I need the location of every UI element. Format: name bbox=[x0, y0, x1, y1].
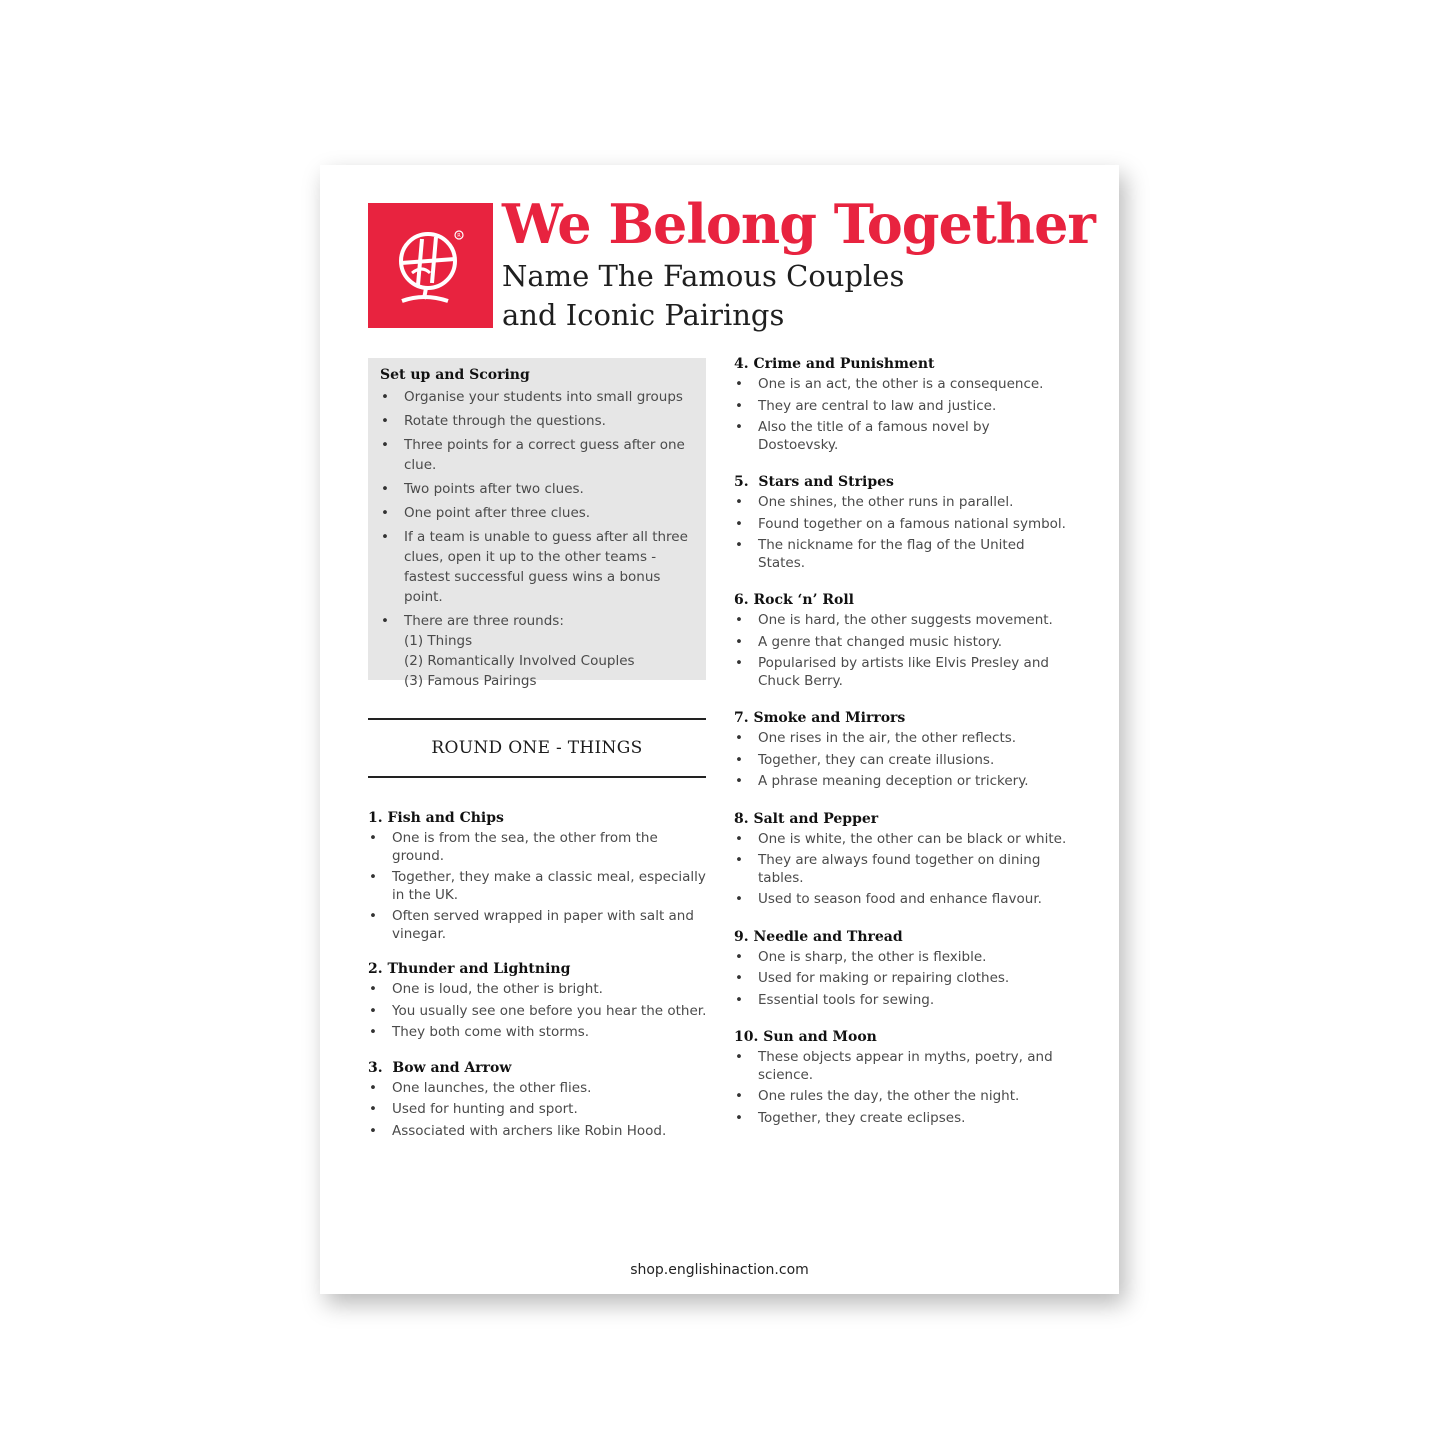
clue-item bbox=[734, 419, 1074, 454]
question-title: 3. Bow and Arrow bbox=[368, 1059, 512, 1076]
clue-item bbox=[734, 612, 1074, 630]
question-block bbox=[734, 927, 1074, 1010]
bullet-icon: • bbox=[381, 481, 389, 497]
round-item: (1) Things bbox=[404, 633, 473, 649]
question-block bbox=[734, 472, 1074, 572]
bullet-icon: • bbox=[735, 970, 743, 986]
bullet-icon: • bbox=[735, 537, 743, 553]
bullet-icon: • bbox=[735, 852, 743, 868]
clue-text: Together, they make a classic meal, especially in the UK. bbox=[392, 869, 706, 903]
clue-text: The nickname for the flag of the United States. bbox=[758, 537, 1025, 571]
bullet-icon: • bbox=[735, 1088, 743, 1104]
clue-text: One is white, the other can be black or white. bbox=[758, 830, 1067, 847]
bullet-icon: • bbox=[735, 891, 743, 907]
clue-item bbox=[734, 1088, 1074, 1106]
bullet-icon: • bbox=[735, 633, 743, 650]
round-item: (2) Romantically Involved Couples bbox=[404, 653, 635, 669]
question-block bbox=[734, 354, 1074, 454]
setup-item-text: One point after three clues. bbox=[404, 505, 591, 521]
bullet-icon: • bbox=[735, 376, 743, 392]
setup-scoring-box bbox=[368, 358, 706, 689]
clue-text: You usually see one before you hear the other. bbox=[392, 1002, 707, 1019]
clue-text: One rules the day, the other the night. bbox=[758, 1088, 1020, 1104]
round-bottom-rule bbox=[368, 776, 706, 778]
clue-item bbox=[734, 634, 1074, 652]
clue-text: One is hard, the other suggests movement. bbox=[758, 612, 1053, 628]
bullet-icon: • bbox=[735, 612, 743, 628]
bullet-icon: • bbox=[735, 991, 743, 1008]
setup-item bbox=[380, 611, 696, 691]
question-title: 4. Crime and Punishment bbox=[734, 356, 935, 372]
bullet-icon: • bbox=[369, 908, 377, 924]
question-title: 1. Fish and Chips bbox=[368, 810, 504, 826]
clue-list bbox=[734, 831, 1074, 909]
question-title: 2. Thunder and Lightning bbox=[368, 961, 571, 977]
clue-item bbox=[734, 376, 1074, 394]
clue-item bbox=[368, 1101, 708, 1119]
bullet-icon: • bbox=[369, 869, 377, 885]
clue-item bbox=[368, 1003, 708, 1021]
question-block bbox=[368, 808, 708, 943]
setup-item-text: Organise your students into small groups bbox=[404, 389, 683, 405]
clue-item bbox=[734, 494, 1074, 512]
setup-item bbox=[380, 387, 696, 407]
footer-url[interactable]: shop.englishinaction.com bbox=[630, 1262, 809, 1278]
setup-item bbox=[380, 503, 696, 523]
clue-text: Used for hunting and sport. bbox=[392, 1101, 578, 1117]
bullet-icon: • bbox=[369, 830, 377, 846]
round-title: ROUND ONE - THINGS bbox=[431, 738, 643, 758]
round-item: (3) Famous Pairings bbox=[404, 673, 537, 689]
clue-list bbox=[368, 981, 708, 1042]
clue-item bbox=[734, 831, 1074, 849]
clue-text: Associated with archers like Robin Hood. bbox=[392, 1122, 667, 1139]
worksheet-subtitle bbox=[502, 257, 904, 335]
clue-text: Together, they can create illusions. bbox=[758, 751, 995, 768]
question-block bbox=[368, 1058, 708, 1141]
clue-item bbox=[734, 1110, 1074, 1128]
clue-text: They are central to law and justice. bbox=[758, 397, 997, 414]
bullet-icon: • bbox=[369, 1101, 377, 1117]
clue-item bbox=[734, 773, 1074, 791]
clue-item bbox=[734, 949, 1074, 967]
clue-text: Found together on a famous national symbol. bbox=[758, 515, 1066, 532]
bullet-icon: • bbox=[735, 830, 743, 847]
questions-left-column bbox=[368, 808, 708, 1144]
bullet-icon: • bbox=[369, 981, 377, 997]
question-title: 7. Smoke and Mirrors bbox=[734, 710, 906, 726]
bullet-icon: • bbox=[735, 773, 743, 789]
clue-text: A phrase meaning deception or trickery. bbox=[758, 773, 1029, 789]
subtitle-line-2: and Iconic Pairings bbox=[502, 298, 785, 332]
worksheet-title: We Belong Together bbox=[502, 192, 1095, 256]
bullet-icon: • bbox=[735, 515, 743, 532]
questions-right-column bbox=[734, 354, 1074, 1131]
clue-item bbox=[368, 908, 708, 943]
setup-item-text: Rotate through the questions. bbox=[404, 413, 606, 429]
question-title: 10. Sun and Moon bbox=[734, 1029, 877, 1045]
bullet-icon: • bbox=[381, 413, 389, 429]
bullet-icon: • bbox=[735, 1109, 743, 1126]
clue-item bbox=[734, 1049, 1074, 1084]
clue-item bbox=[734, 516, 1074, 534]
clue-list bbox=[734, 494, 1074, 572]
clue-item bbox=[734, 537, 1074, 572]
clue-item bbox=[734, 655, 1074, 690]
clue-list bbox=[734, 949, 1074, 1010]
bullet-icon: • bbox=[735, 655, 743, 671]
bullet-icon: • bbox=[735, 1049, 743, 1065]
bullet-icon: • bbox=[369, 1002, 377, 1019]
bullet-icon: • bbox=[735, 751, 743, 768]
clue-list bbox=[368, 830, 708, 943]
clue-item bbox=[734, 398, 1074, 416]
clue-text: One shines, the other runs in parallel. bbox=[758, 494, 1014, 510]
setup-item-text: Two points after two clues. bbox=[404, 481, 584, 497]
clue-item bbox=[734, 752, 1074, 770]
bullet-icon: • bbox=[735, 397, 743, 414]
question-title: 9. Needle and Thread bbox=[734, 928, 903, 945]
clue-item bbox=[368, 1080, 708, 1098]
clue-text: Used for making or repairing clothes. bbox=[758, 970, 1010, 986]
brand-logo bbox=[368, 203, 493, 328]
clue-item bbox=[734, 730, 1074, 748]
bullet-icon: • bbox=[735, 419, 743, 435]
clue-text: One is from the sea, the other from the ground. bbox=[392, 830, 658, 864]
bullet-icon: • bbox=[369, 1079, 377, 1096]
question-title: 8. Salt and Pepper bbox=[734, 810, 879, 827]
round-top-rule bbox=[368, 718, 706, 720]
clue-list bbox=[734, 612, 1074, 690]
subtitle-line-1: Name The Famous Couples bbox=[502, 259, 905, 293]
setup-item bbox=[380, 527, 696, 607]
clue-text: Together, they create eclipses. bbox=[758, 1109, 966, 1126]
setup-item-text: Three points for a correct guess after one clue. bbox=[404, 437, 685, 473]
bullet-icon: • bbox=[381, 505, 389, 521]
clue-item bbox=[368, 869, 708, 904]
setup-item-text: There are three rounds: bbox=[404, 613, 564, 629]
clue-text: One is an act, the other is a consequence. bbox=[758, 376, 1044, 392]
setup-item bbox=[380, 479, 696, 499]
setup-item-text: If a team is unable to guess after all three clues, open it up to the other teams - fastest successful guess wins a bonus point. bbox=[404, 529, 688, 605]
clue-text: A genre that changed music history. bbox=[758, 633, 1003, 650]
eia-globe-logo-icon bbox=[368, 203, 493, 328]
bullet-icon: • bbox=[381, 389, 389, 405]
clue-text: They are always found together on dining tables. bbox=[758, 852, 1041, 886]
question-block bbox=[734, 1027, 1074, 1127]
svg-text:R: R bbox=[457, 233, 461, 239]
clue-text: One launches, the other flies. bbox=[392, 1079, 592, 1096]
question-block bbox=[734, 590, 1074, 690]
clue-item bbox=[368, 830, 708, 865]
setup-item bbox=[380, 435, 696, 475]
clue-item bbox=[734, 852, 1074, 887]
question-title: 6. Rock ‘n’ Roll bbox=[734, 592, 854, 608]
clue-text: One rises in the air, the other reflects. bbox=[758, 730, 1017, 746]
clue-text: These objects appear in myths, poetry, and science. bbox=[758, 1049, 1053, 1083]
clue-item bbox=[734, 891, 1074, 909]
bullet-icon: • bbox=[735, 948, 743, 965]
clue-text: Popularised by artists like Elvis Presley and Chuck Berry. bbox=[758, 655, 1049, 689]
question-title: 5. Stars and Stripes bbox=[734, 474, 894, 490]
bullet-icon: • bbox=[369, 1122, 377, 1139]
bullet-icon: • bbox=[381, 613, 389, 629]
clue-text: Often served wrapped in paper with salt and vinegar. bbox=[392, 908, 694, 942]
clue-list bbox=[368, 1080, 708, 1141]
setup-title: Set up and Scoring bbox=[380, 367, 530, 383]
setup-list bbox=[380, 387, 696, 691]
bullet-icon: • bbox=[735, 730, 743, 746]
clue-text: They both come with storms. bbox=[392, 1024, 590, 1040]
clue-text: Used to season food and enhance flavour. bbox=[758, 891, 1042, 907]
question-block bbox=[734, 809, 1074, 909]
clue-item bbox=[734, 970, 1074, 988]
clue-item bbox=[734, 992, 1074, 1010]
bullet-icon: • bbox=[369, 1024, 377, 1040]
bullet-icon: • bbox=[381, 529, 389, 545]
clue-list bbox=[734, 376, 1074, 454]
clue-item bbox=[368, 1024, 708, 1042]
question-block bbox=[368, 959, 708, 1042]
clue-list bbox=[734, 730, 1074, 791]
clue-text: One is sharp, the other is flexible. bbox=[758, 948, 987, 965]
clue-list bbox=[734, 1049, 1074, 1127]
worksheet-page bbox=[320, 165, 1119, 1294]
clue-text: One is loud, the other is bright. bbox=[392, 981, 603, 997]
clue-item bbox=[368, 981, 708, 999]
question-block bbox=[734, 708, 1074, 791]
rounds-list bbox=[404, 631, 696, 691]
clue-text: Also the title of a famous novel by Dostoevsky. bbox=[758, 419, 990, 453]
clue-text: Essential tools for sewing. bbox=[758, 991, 935, 1008]
setup-item bbox=[380, 411, 696, 431]
clue-item bbox=[368, 1123, 708, 1141]
bullet-icon: • bbox=[735, 494, 743, 510]
bullet-icon: • bbox=[381, 437, 389, 453]
